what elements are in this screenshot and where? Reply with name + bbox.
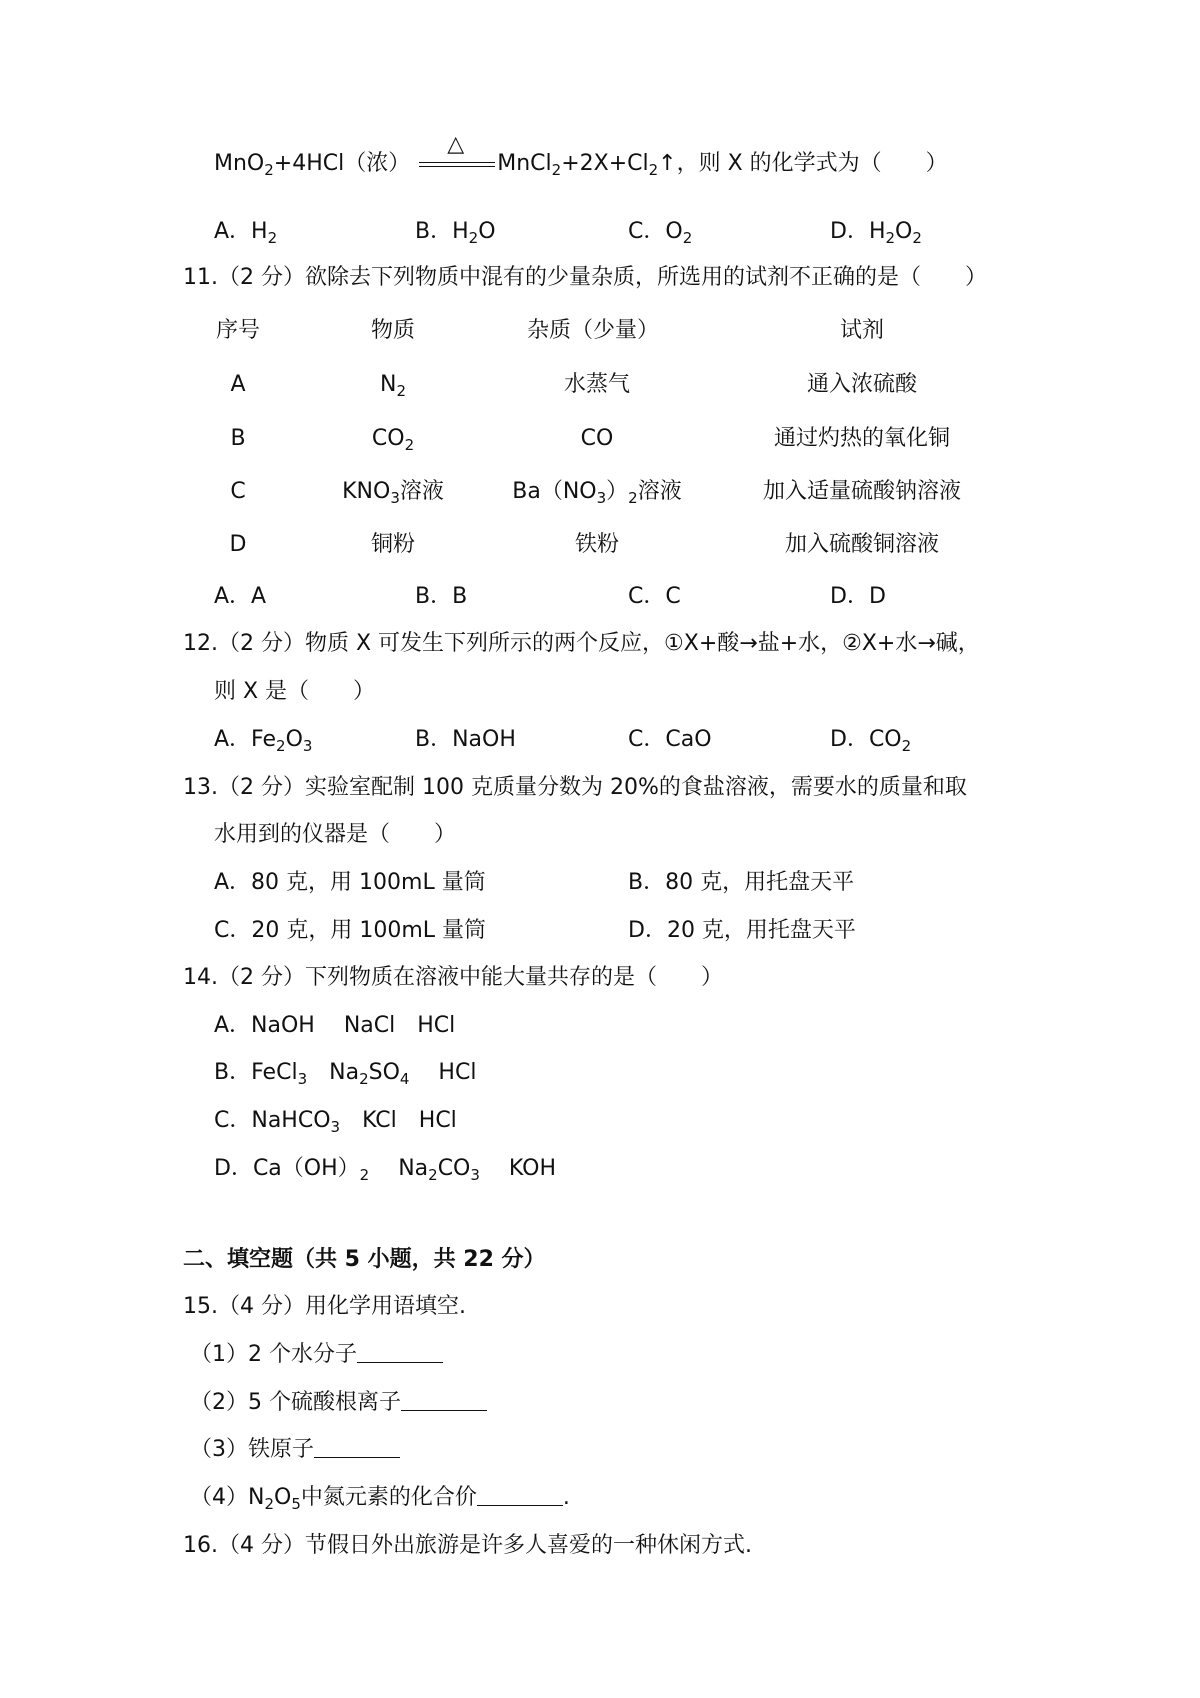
answer-blank[interactable] (477, 1485, 563, 1506)
table-cell-reagent: 加入适量硫酸钠溶液 (762, 479, 962, 504)
q13-stem-line2: 水用到的仪器是（ ） (214, 822, 457, 847)
table-cell-substance: $N_2$ (379, 372, 407, 400)
answer-blank[interactable] (314, 1437, 400, 1458)
q13-option-b[interactable]: B．80 克，用托盘天平 (628, 870, 855, 895)
section-title: 二、填空题（共 5 小题，共 22 分） (183, 1247, 546, 1272)
q10-option-a[interactable]: A．$H_2$ (214, 219, 278, 247)
q15-part2: （2）5 个硫酸根离子 (190, 1389, 487, 1417)
q13-option-c[interactable]: C．20 克，用 100mL 量筒 (214, 918, 487, 943)
table-cell-reagent: 加入硫酸铜溶液 (784, 532, 940, 557)
eq-hcl: +4HCl（浓） (273, 151, 411, 176)
q14-stem: 14.（2 分）下列物质在溶液中能大量共存的是（ ） (183, 965, 723, 990)
table-cell-impurity: 铁粉 (574, 532, 620, 557)
table-cell-substance: $CO_2$ (371, 426, 415, 454)
table-cell-id: B (230, 426, 246, 451)
q13-option-d[interactable]: D．20 克，用托盘天平 (628, 918, 856, 943)
delta-icon: △ (447, 132, 465, 157)
q10-equation (214, 132, 948, 179)
q10-option-b[interactable]: B．$H_2O$ (415, 219, 496, 247)
eq-sub: 2 (551, 161, 562, 179)
eq-products: +2X+Cl (561, 151, 649, 176)
table-cell-impurity: $Ba(NO_3)_2$溶液 (512, 479, 682, 507)
q14-option-d[interactable]: D．$Ca(OH)_2$ $Na_2CO_3$ KOH (214, 1156, 556, 1184)
table-cell-impurity: 水蒸气 (563, 372, 631, 397)
table-cell-impurity: CO (580, 426, 614, 451)
table-header-substance: 物质 (370, 318, 416, 343)
eq-sub: 2 (264, 161, 274, 179)
q13-option-a[interactable]: A．80 克，用 100mL 量筒 (214, 870, 486, 895)
answer-blank[interactable] (401, 1390, 487, 1411)
q10-option-d[interactable]: D．$H_2O_2$ (830, 219, 922, 247)
q15-part3: （3）铁原子 (190, 1436, 400, 1464)
q12-option-d[interactable]: D．$CO_2$ (830, 727, 912, 755)
table-header-index: 序号 (215, 318, 261, 343)
q11-option-d[interactable]: D．D (830, 584, 886, 609)
table-cell-id: D (229, 532, 247, 557)
q12-option-c[interactable]: C．CaO (628, 727, 712, 752)
eq-sub: 2 (648, 161, 659, 179)
answer-blank[interactable] (357, 1342, 443, 1363)
q14-option-b[interactable]: B．FeCl$_3$ $Na_2SO_4$ HCl (214, 1060, 477, 1088)
q12-option-a[interactable]: A．$Fe_2O_3$ (214, 727, 313, 755)
eq-mno2: MnO (214, 151, 265, 176)
q13-stem-line1: 13.（2 分）实验室配制 100 克质量分数为 20%的食盐溶液，需要水的质量和取 (183, 775, 967, 800)
q14-option-c[interactable]: C．NaHCO$_3$ KCl HCl (214, 1108, 457, 1136)
q10-option-c[interactable]: C．$O_2$ (628, 219, 693, 247)
q12-stem-line1: 12.（2 分）物质 X 可发生下列所示的两个反应，①X+酸→盐+水，②X+水→碱， (183, 631, 980, 656)
q14-option-a[interactable]: A．NaOH NaCl HCl (214, 1013, 456, 1038)
q11-option-a[interactable]: A．A (214, 584, 267, 609)
q15-stem: 15.（4 分）用化学用语填空. (183, 1294, 466, 1319)
eq-mncl: MnCl (497, 151, 552, 176)
table-cell-substance: 铜粉 (370, 532, 416, 557)
q11-stem: 11.（2 分）欲除去下列物质中混有的少量杂质，所选用的试剂不正确的是（ ） (183, 265, 987, 290)
eq-tail: ↑，则 X 的化学式为（ ） (658, 151, 948, 176)
q11-option-b[interactable]: B．B (415, 584, 468, 609)
q12-stem-line2: 则 X 是（ ） (214, 679, 376, 704)
heat-equals-sign (417, 132, 497, 174)
table-header-reagent: 试剂 (839, 318, 885, 343)
table-header-impurity: 杂质（少量） (526, 318, 660, 343)
table-cell-id: A (230, 372, 246, 397)
table-cell-id: C (230, 479, 246, 504)
q15-part4: $(4)N_2O_5$中氮元素的化合价 . (190, 1485, 570, 1513)
table-cell-substance: $KNO_3$溶液 (342, 479, 444, 507)
table-cell-reagent: 通入浓硫酸 (806, 372, 918, 397)
table-cell-reagent: 通过灼热的氧化铜 (773, 426, 951, 451)
q11-option-c[interactable]: C．C (628, 584, 681, 609)
q12-option-b[interactable]: B．NaOH (415, 727, 516, 752)
q16-stem: 16.（4 分）节假日外出旅游是许多人喜爱的一种休闲方式. (183, 1533, 752, 1558)
q15-part1: （1）2 个水分子 (190, 1341, 443, 1369)
